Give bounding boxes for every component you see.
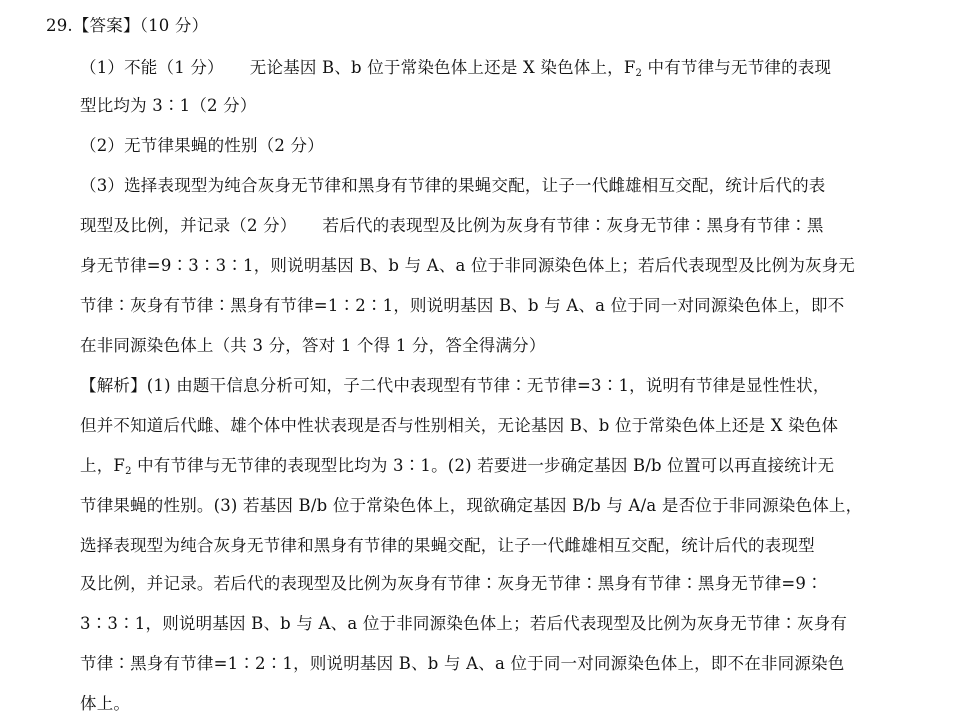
analysis-line-3 bbox=[80, 454, 834, 478]
answer-part-1-verdict: （1）不能（1 分） bbox=[80, 58, 224, 77]
answer-part-1-reason-tail: 中有节律与无节律的表现 bbox=[642, 58, 832, 77]
question-header: 29.【答案】（10 分） bbox=[46, 16, 209, 35]
answer-part-3-line-4: 节律∶灰身有节律∶黑身有节律=1∶2∶1，则说明基因 B、b 与 A、a 位于同一对同源染色体上，即不 bbox=[80, 296, 845, 315]
analysis-line-5: 选择表现型为纯合灰身无节律和黑身有节律的果蝇交配，让子一代雌雄相互交配，统计后代的表现型 bbox=[80, 536, 815, 555]
analysis-line-6: 及比例，并记录。若后代的表现型及比例为灰身有节律∶灰身无节律∶黑身有节律∶黑身无节律=9∶ bbox=[80, 574, 823, 593]
f2-subscript: 2 bbox=[125, 466, 132, 477]
answer-part-3-line-5: 在非同源染色体上（共 3 分，答对 1 个得 1 分，答全得满分） bbox=[80, 336, 546, 355]
answer-part-3-record: 现型及比例，并记录（2 分） bbox=[80, 216, 297, 235]
answer-part-3: （3）选择表现型为纯合灰身无节律和黑身有节律的果蝇交配，让子一代雌雄相互交配，统计后代的表 bbox=[80, 176, 826, 195]
analysis-line-8: 节律∶黑身有节律=1∶2∶1，则说明基因 B、b 与 A、a 位于同一对同源染色体上，即不在非同源染色 bbox=[80, 654, 845, 673]
answer-part-3-line-3: 身无节律=9∶3∶3∶1，则说明基因 B、b 与 A、a 位于非同源染色体上；若后代表现型及比例为灰身无 bbox=[80, 256, 856, 275]
analysis-line-3-head: 上，F bbox=[80, 456, 126, 475]
f2-subscript: 2 bbox=[635, 68, 643, 79]
answer-part-1-reason: 无论基因 B、b 位于常染色体上还是 X 染色体上，F bbox=[249, 58, 636, 77]
analysis-line-4: 节律果蝇的性别。(3) 若基因 B/b 位于常染色体上，现欲确定基因 B/b 与 A/a 是否位于非同源染色体上， bbox=[80, 496, 863, 515]
answer-part-1 bbox=[80, 56, 831, 80]
answer-part-3-cont bbox=[80, 214, 824, 238]
analysis-line-7: 3∶3∶1，则说明基因 B、b 与 A、a 位于非同源染色体上；若后代表现型及比例为灰身无节律∶灰身有 bbox=[80, 614, 848, 633]
analysis-line-3-tail: 中有节律与无节律的表现型比均为 3∶1。(2) 若要进一步确定基因 B/b 位置可以再直接统计无 bbox=[131, 456, 835, 475]
answer-part-2: （2）无节律果蝇的性别（2 分） bbox=[80, 136, 324, 155]
answer-part-3-result: 若后代的表现型及比例为灰身有节律∶灰身无节律∶黑身有节律∶黑 bbox=[322, 216, 824, 235]
analysis-line-2: 但并不知道后代雌、雄个体中性状表现是否与性别相关，无论基因 B、b 位于常染色体上还是 X 染色体 bbox=[80, 416, 839, 435]
answer-part-1-cont: 型比均为 3∶1（2 分） bbox=[80, 96, 257, 115]
analysis-line-1: 【解析】(1) 由题干信息分析可知，子二代中表现型有节律∶无节律=3∶1，说明有节律是显性性状， bbox=[80, 376, 830, 395]
analysis-line-9: 体上。 bbox=[80, 694, 131, 713]
